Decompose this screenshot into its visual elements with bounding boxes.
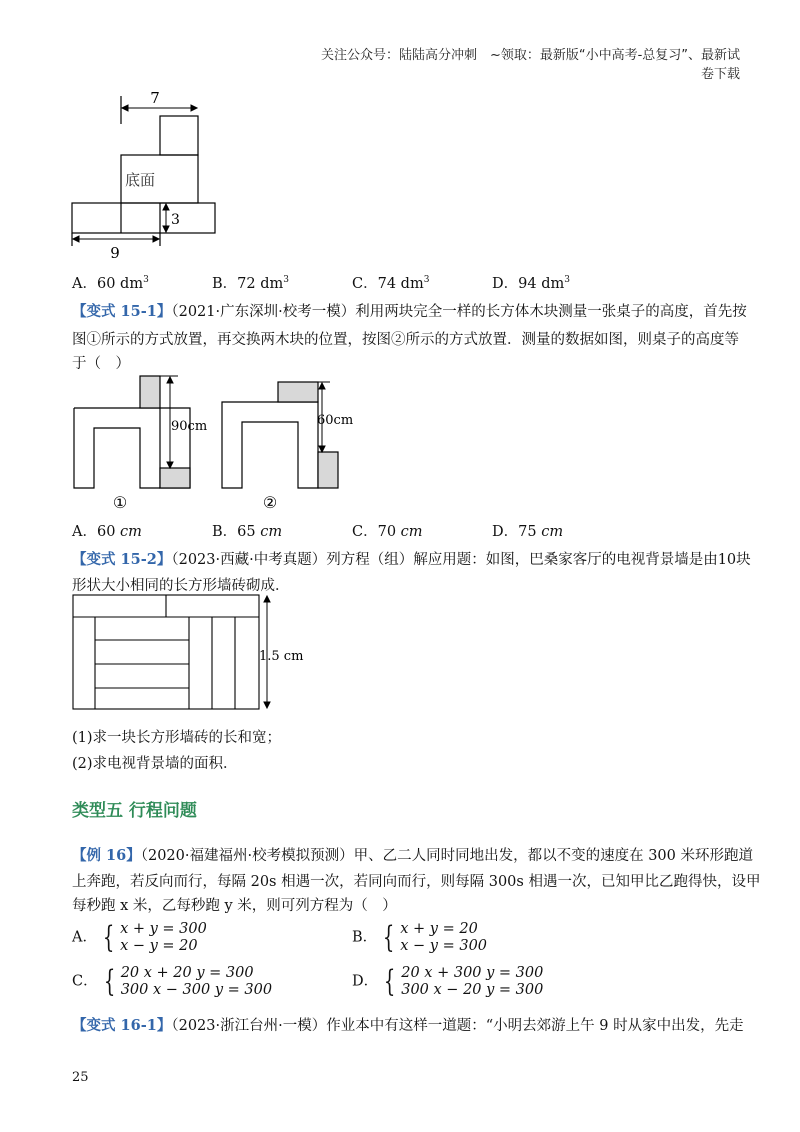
option-c[interactable]: C．70 cm: [352, 524, 423, 540]
question-ex16-line2: 上奔跑，若反向而行，每隔 20s 相遇一次，若同向而行，则每隔 300s 相遇一次，已知甲比乙跑得快，设甲: [72, 874, 761, 890]
question-v15-1-line2: 图①所示的方式放置，再交换两木块的位置，按图②所示的方式放置．测量的数据如图，则桌子的高度等: [72, 332, 739, 348]
section-title: 类型五 行程问题: [72, 801, 197, 821]
page-number: 25: [72, 1070, 89, 1085]
label-bottom-face: 底面: [124, 171, 156, 189]
caption-1: ①: [112, 493, 128, 512]
label-dimension: 1.5 cm: [259, 649, 304, 664]
brace-icon: {: [102, 920, 115, 955]
block-top-2: [278, 382, 318, 402]
option-a[interactable]: A． { x + y = 300 x − y = 20: [72, 920, 207, 955]
option-b[interactable]: B． { x + y = 20 x − y = 300: [352, 920, 488, 955]
question-v15-2-line2: 形状大小相同的长方形墙砖砌成．: [72, 578, 290, 594]
question-ex16-line1: 【例 16】（2020·福建福州·校考模拟预测）甲、乙二人同时同地出发，都以不变的速度在 300 米环形跑道: [72, 847, 753, 864]
option-b[interactable]: B．65 cm: [212, 524, 283, 540]
net-square-top: [160, 116, 198, 155]
figure-table-blocks: [60, 372, 360, 520]
option-a[interactable]: A．60 cm: [72, 524, 142, 540]
brace-icon: {: [382, 920, 395, 955]
question-ex16-line3: 每秒跑 x 米，乙每秒跑 y 米，则可列方程为（ ）: [72, 898, 397, 914]
block-top-1: [140, 376, 160, 408]
net-strip: [72, 203, 215, 233]
question-v15-2-line1: 【变式 15-2】（2023·西藏·中考真题）列方程（组）解应用题：如图，巴桑家客厅的电视背景墙是由10块: [72, 551, 751, 568]
question-v16-1-line1: 【变式 16-1】（2023·浙江台州·一模）作业本中有这样一道题：“小明去郊游上午 9 时从家中出发，先走: [72, 1017, 744, 1034]
question-v15-1-line1: 【变式 15-1】（2021·广东深圳·校考一模）利用两块完全一样的长方体木块测量一张桌子的高度，首先按: [72, 303, 747, 320]
option-d[interactable]: D．94 $dm^3$: [492, 275, 570, 292]
brace-icon: {: [383, 964, 396, 999]
option-d[interactable]: D．75 cm: [492, 524, 564, 540]
caption-2: ②: [262, 493, 278, 512]
label-3: 3: [171, 212, 180, 228]
question-v15-2-part2: (2)求电视背景墙的面积．: [72, 756, 238, 772]
question-v15-1-line3: 于（ ）: [72, 356, 130, 372]
figure-box-net: [60, 88, 220, 264]
page-header: 关注公众号：陆陆高分冲刺 ~领取：最新版“小中高考-总复习”、最新试卷下载: [320, 48, 740, 82]
label-60cm: 60cm: [317, 413, 354, 428]
option-c[interactable]: C．74 $dm^3$: [352, 275, 430, 292]
option-a[interactable]: A．60 $dm^3$: [72, 275, 149, 292]
label-7: 7: [150, 89, 160, 107]
option-b[interactable]: B．72 $dm^3$: [212, 275, 289, 292]
block-bottom-2: [318, 452, 338, 488]
figure-tile-wall: [70, 592, 310, 714]
label-90cm: 90cm: [171, 419, 208, 434]
option-d[interactable]: D． { 20 x + 300 y = 300 300 x − 20 y = 300: [352, 964, 544, 999]
label-9: 9: [110, 244, 120, 262]
block-bottom-1: [160, 468, 190, 488]
option-c[interactable]: C． { 20 x + 20 y = 300 300 x − 300 y = 300: [72, 964, 273, 999]
question-v15-2-part1: (1)求一块长方形墙砖的长和宽；: [72, 730, 282, 746]
brace-icon: {: [103, 964, 115, 999]
